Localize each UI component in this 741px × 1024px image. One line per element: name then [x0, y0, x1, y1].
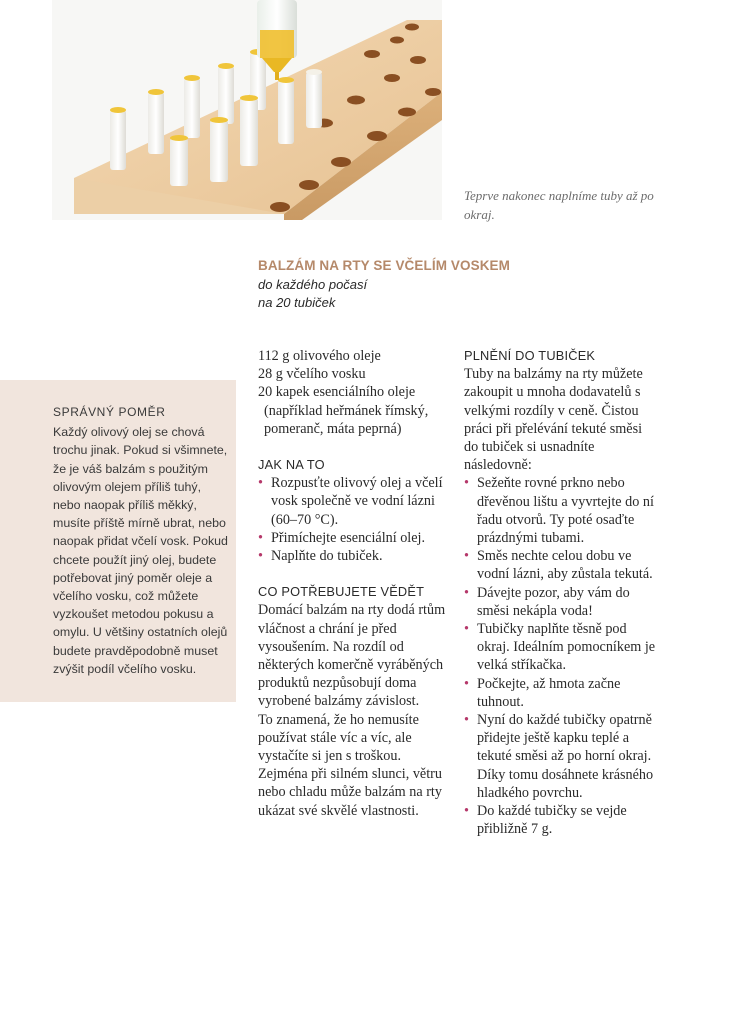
tip-sidebar-title: SPRÁVNÝ POMĚR	[53, 405, 166, 419]
howto-step: • Naplňte do tubiček.	[258, 547, 448, 565]
filling-step: • Do každé tubičky se vejde přibližně 7 g.	[464, 802, 659, 838]
howto-step: • Rozpusťte olivový olej a včelí vosk společně ve vodní lázni (60–70 °C).	[258, 474, 448, 529]
needtoknow-title: CO POTŘEBUJETE VĚDĚT	[258, 584, 425, 600]
filling-steps	[464, 474, 659, 838]
needtoknow-text-1: Domácí balzám na rty dodá rtům vláčnost a chrání je před vysoušením. Na rozdíl od některých komerčně vyráběných produktů nezpůsobují doma vyrobené balzámy závislost.	[258, 602, 446, 710]
column-ingredients-method	[258, 347, 448, 820]
ingredient-note-1: (například heřmánek římský,	[264, 402, 429, 419]
ingredient-note-2: pomeranč, máta peprná)	[264, 420, 402, 437]
filling-step: • Nyní do každé tubičky opatrně přidejte ještě kapku teplé a tekuté směsi až po horní okraj. Díky tomu dosáhnete krásného hladkého povrchu.	[464, 711, 659, 802]
tip-sidebar	[0, 380, 236, 702]
photo-caption: Teprve nakonec naplníme tuby až po okraj.	[464, 188, 654, 222]
howto-title: JAK NA TO	[258, 457, 325, 473]
recipe-subtitle-weather: do každého počasí	[258, 277, 368, 292]
recipe-title: BALZÁM NA RTY SE VČELÍM VOSKEM	[258, 258, 511, 273]
lip-balm-filling-photo	[52, 0, 442, 220]
howto-step: • Přimíchejte esenciální olej.	[258, 529, 448, 547]
recipe-subtitle-yield: na 20 tubiček	[258, 295, 336, 310]
filling-intro: Tuby na balzámy na rty můžete zakoupit u mnoha dodavatelů s velkými rozdíly v ceně. Čistou práci při přelévání tekuté směsi do tubiček si usnadníte následovně:	[464, 366, 643, 474]
filling-step: • Tubičky naplňte těsně pod okraj. Ideálním pomocníkem je velká stříkačka.	[464, 620, 659, 675]
recipe-heading	[258, 258, 678, 312]
needtoknow-text-2: To znamená, že ho nemusíte používat stále víc a víc, ale vystačíte si jen s troškou. Zejména při silném slunci, větru nebo chladu může balzám na rty ukázat své skvělé vlastnosti.	[258, 711, 442, 819]
filling-step: • Počkejte, až hmota začne tuhnout.	[464, 675, 659, 711]
filling-title: PLNĚNÍ DO TUBIČEK	[464, 348, 596, 363]
tip-sidebar-text: Každý olivový olej se chová trochu jinak. Pokud si všimnete, že je váš balzám s použitým olivovým olejem příliš tuhý, nebo naopak příliš měkký, musíte příště mírně ubrat, nebo naopak přidat včelí vosk. Pokud chcete použít jiný olej, budete potřebovat jiný poměr oleje a včelího vosku, což můžete vyzkoušet metodou pokusu a omylu. U většiny ostatních olejů budete pravděpodobně muset zvýšit podíl včelího vosku.	[53, 425, 228, 676]
tip-sidebar-content	[53, 403, 228, 678]
howto-steps	[258, 474, 448, 565]
photo-illustration	[52, 0, 442, 220]
filling-step: • Sežeňte rovné prkno nebo dřevěnou lištu a vyvrtejte do ní řadu otvorů. Ty poté osaďte prázdnými tubami.	[464, 474, 659, 547]
ingredient-beeswax: 28 g včelího vosku	[258, 366, 366, 383]
filling-step: • Dávejte pozor, aby vám do směsi nekápla voda!	[464, 584, 659, 620]
column-filling	[464, 347, 659, 838]
filling-step: • Směs nechte celou dobu ve vodní lázni, aby zůstala tekutá.	[464, 547, 659, 583]
ingredient-olive-oil: 112 g olivového oleje	[258, 348, 381, 364]
ingredient-essential-oil: 20 kapek esenciálního oleje	[258, 384, 416, 401]
